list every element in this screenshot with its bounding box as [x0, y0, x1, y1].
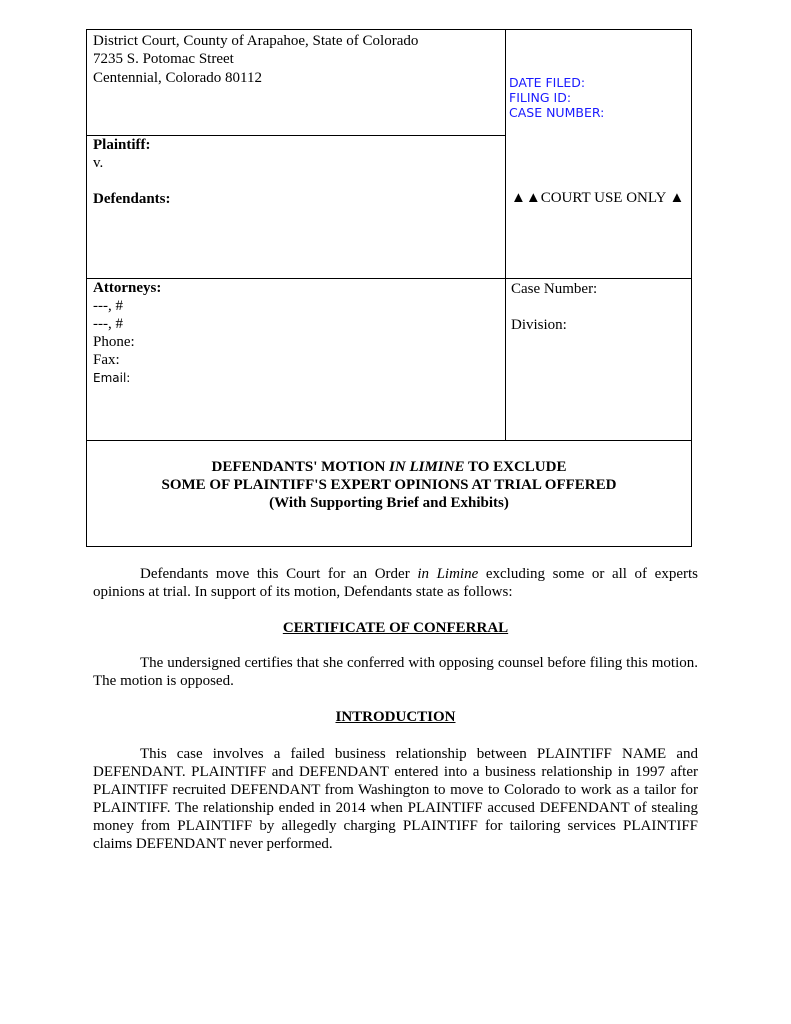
versus-label: v. [93, 155, 104, 171]
divider-parties-attorneys [87, 278, 691, 279]
attorneys-label: Attorneys: [93, 280, 162, 296]
divider-attorneys-title [87, 440, 691, 441]
case-number-filed-label: CASE NUMBER: [509, 105, 605, 120]
conferral-paragraph: The undersigned certifies that she conferred with opposing counsel before filing this motion. The motion is opposed. [93, 655, 698, 689]
motion-title-line-2: SOME OF PLAINTIFF'S EXPERT OPINIONS AT TRIAL OFFERED [161, 477, 617, 493]
plaintiff-label: Plaintiff: [93, 137, 151, 153]
division-label: Division: [511, 317, 567, 333]
court-name: District Court, County of Arapahoe, State of Colorado [93, 33, 419, 49]
attorney-line-2: ---, # [93, 316, 123, 332]
defendants-label: Defendants: [93, 191, 171, 207]
fax-label: Fax: [93, 352, 120, 368]
date-filed-label: DATE FILED: [509, 75, 586, 90]
phone-label: Phone: [93, 334, 135, 350]
motion-title-line-3: (With Supporting Brief and Exhibits) [269, 495, 509, 511]
motion-title-line-1: DEFENDANTS' MOTION IN LIMINE TO EXCLUDE [211, 459, 567, 475]
filing-id-label: FILING ID: [509, 90, 572, 105]
heading-certificate-of-conferral: CERTIFICATE OF CONFERRAL [282, 620, 509, 636]
case-number-label: Case Number: [511, 281, 598, 297]
attorney-line-1: ---, # [93, 298, 123, 314]
court-city: Centennial, Colorado 80112 [93, 70, 262, 86]
caption-column-divider [505, 30, 506, 440]
introduction-paragraph: This case involves a failed business relationship between PLAINTIFF NAME and DEFENDANT. PLAINTIFF and DEFENDANT entered into a business relationship in 1997 after PLAINTIFF recruited DEFENDANT from Washington to move to Colorado to work as a tailor for PLAINTIFF. The relationship ended in 2014 when PLAINTIFF accused DEFENDANT of stealing money from PLAINTIFF by allegedly charging PLAINTIFF for tailoring services PLAINTIFF claims DEFENDANT never performed. [93, 746, 698, 852]
court-use-only-label: ▲▲COURT USE ONLY ▲ [511, 190, 685, 206]
court-street: 7235 S. Potomac Street [93, 51, 234, 67]
caption-box [86, 29, 692, 547]
heading-introduction: INTRODUCTION [335, 709, 456, 725]
intro-paragraph: Defendants move this Court for an Order in Limine excluding some or all of experts opinions at trial. In support of its motion, Defendants state as follows: [93, 566, 698, 600]
email-label: Email: [93, 371, 131, 385]
